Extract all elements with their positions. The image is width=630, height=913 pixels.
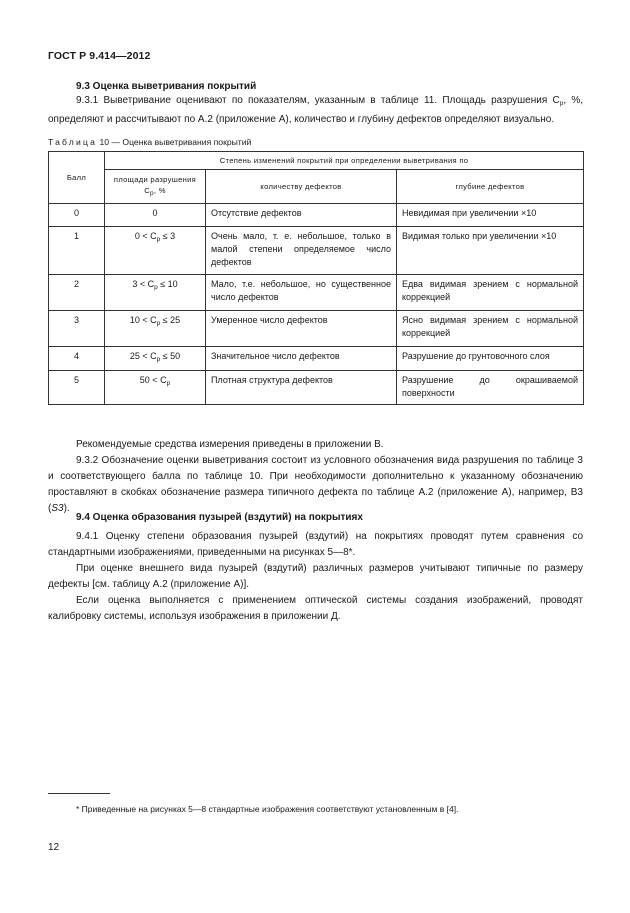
cell-area [105, 347, 206, 371]
cell-count: Очень мало, т. е. небольшое, только в малой степени определяемое число дефектов [206, 227, 397, 275]
subscript: p [150, 190, 154, 197]
paragraph-text: , %, определяют и рассчитывают по А.2 (приложение А), количество и глубину дефектов определяют визуально. [48, 95, 583, 125]
paragraph-optical-system: Если оценка выполняется с применением оптической системы создания изображений, проводят калибровку системы, используя изображения в приложении Д. [48, 595, 583, 622]
paragraph-9-4-1: 9.4.1 Оценку степени образования пузырей (вздутий) на покрытиях проводят путем сравнения со стандартными изображениями, приведенными на рисунках 5—8*. [48, 531, 583, 558]
section-9-3-heading: 9.3 Оценка выветривания покрытий [76, 81, 257, 92]
header-depth: глубине дефектов [397, 170, 584, 204]
paragraph-recommended: Рекомендуемые средства измерения приведены в приложении В. [76, 439, 384, 450]
area-bound: ≤ 3 [160, 231, 176, 241]
header-group: Степень изменений покрытий при определении выветривания по [105, 152, 584, 170]
header-area-unit: , % [153, 186, 166, 195]
caption-label: Таблица [48, 137, 98, 147]
cell-area [105, 371, 206, 405]
header-area [105, 170, 206, 204]
cell-area [105, 204, 206, 227]
cell-ball: 0 [49, 204, 105, 227]
subscript: p [156, 236, 161, 243]
paragraph-9-3-1 [48, 93, 583, 128]
paragraph-bubbles-size: При оценке внешнего вида пузырей (вздутий) различных размеров учитывают типичные по размеру дефекты [см. таблицу А.2 (приложение А)]. [48, 563, 583, 590]
subscript: p [154, 284, 158, 291]
area-value: 10 < C [129, 315, 157, 325]
subscript: p [156, 356, 161, 363]
cell-area [105, 275, 206, 311]
section-9-4-heading: 9.4 Оценка образования пузырей (вздутий) на покрытиях [76, 512, 363, 523]
table-row [49, 371, 584, 405]
cell-depth: Видимая только при увеличении ×10 [397, 227, 584, 275]
after-table-block [48, 437, 583, 517]
header-ball: Балл [49, 152, 105, 204]
header-area-text: площади разрушения C [113, 175, 197, 195]
subscript: p [156, 320, 161, 327]
table-row [49, 275, 584, 311]
table-caption [48, 137, 251, 147]
area-value: 50 < C [139, 375, 167, 385]
cell-depth: Разрушение до грунтовочного слоя [397, 347, 584, 371]
subscript: p [166, 380, 171, 387]
area-value: 3 < C [132, 279, 155, 289]
table-row [49, 347, 584, 371]
table-row [49, 227, 584, 275]
cell-ball: 5 [49, 371, 105, 405]
area-bound: ≤ 25 [160, 315, 181, 325]
paragraph-text: 9.3.2 Обозначение оценки выветривания состоит из условного обозначения вида разрушения по таблице 3 и соответствующего балла по таблице 10. При необходимости дополнительно к указанному обозначению проставляют в скобках обозначение размера типичного дефекта по таблице А.2 (приложение А), например, В3 ( [48, 455, 583, 514]
cell-ball: 4 [49, 347, 105, 371]
cell-count: Отсутствие дефектов [206, 204, 397, 227]
footnote: * Приведенные на рисунках 5—8 стандартные изображения соответствуют установленным в [4]. [76, 804, 459, 814]
paragraph-9-3-2 [48, 453, 583, 517]
area-value: 25 < C [129, 351, 157, 361]
area-bound: ≤ 10 [157, 279, 178, 289]
caption-title: 10 — Оценка выветривания покрытий [97, 137, 252, 147]
section-9-4-body [48, 529, 583, 625]
footnote-separator [48, 793, 110, 794]
table-row [49, 311, 584, 347]
cell-area [105, 311, 206, 347]
area-value: 0 [152, 208, 158, 218]
cell-depth: Едва видимая зрением с нормальной коррекцией [397, 275, 584, 311]
cell-ball: 1 [49, 227, 105, 275]
cell-depth: Разрушение до окрашиваемой поверхности [397, 371, 584, 405]
weathering-table [48, 151, 584, 405]
table-body [49, 204, 584, 405]
paragraph-text: 9.3.1 Выветривание оценивают по показателям, указанным в таблице 11. Площадь разрушения C [76, 95, 560, 106]
cell-count: Плотная структура дефектов [206, 371, 397, 405]
subscript: p [559, 100, 564, 107]
paragraph-text: ). [63, 503, 70, 514]
cell-ball: 2 [49, 275, 105, 311]
header-count: количеству дефектов [206, 170, 397, 204]
cell-depth: Невидимая при увеличении ×10 [397, 204, 584, 227]
cell-count: Значительное число дефектов [206, 347, 397, 371]
cell-count: Умеренное число дефектов [206, 311, 397, 347]
area-bound: ≤ 50 [160, 351, 181, 361]
cell-count: Мало, т.е. небольшое, но существенное число дефектов [206, 275, 397, 311]
cell-area [105, 227, 206, 275]
cell-depth: Ясно видимая зрением с нормальной коррекцией [397, 311, 584, 347]
cell-ball: 3 [49, 311, 105, 347]
italic-symbol: S3 [51, 503, 64, 514]
document-header: ГОСТ Р 9.414—2012 [48, 50, 151, 62]
page-number: 12 [48, 842, 60, 853]
area-value: 0 < C [134, 231, 157, 241]
table-row [49, 204, 584, 227]
